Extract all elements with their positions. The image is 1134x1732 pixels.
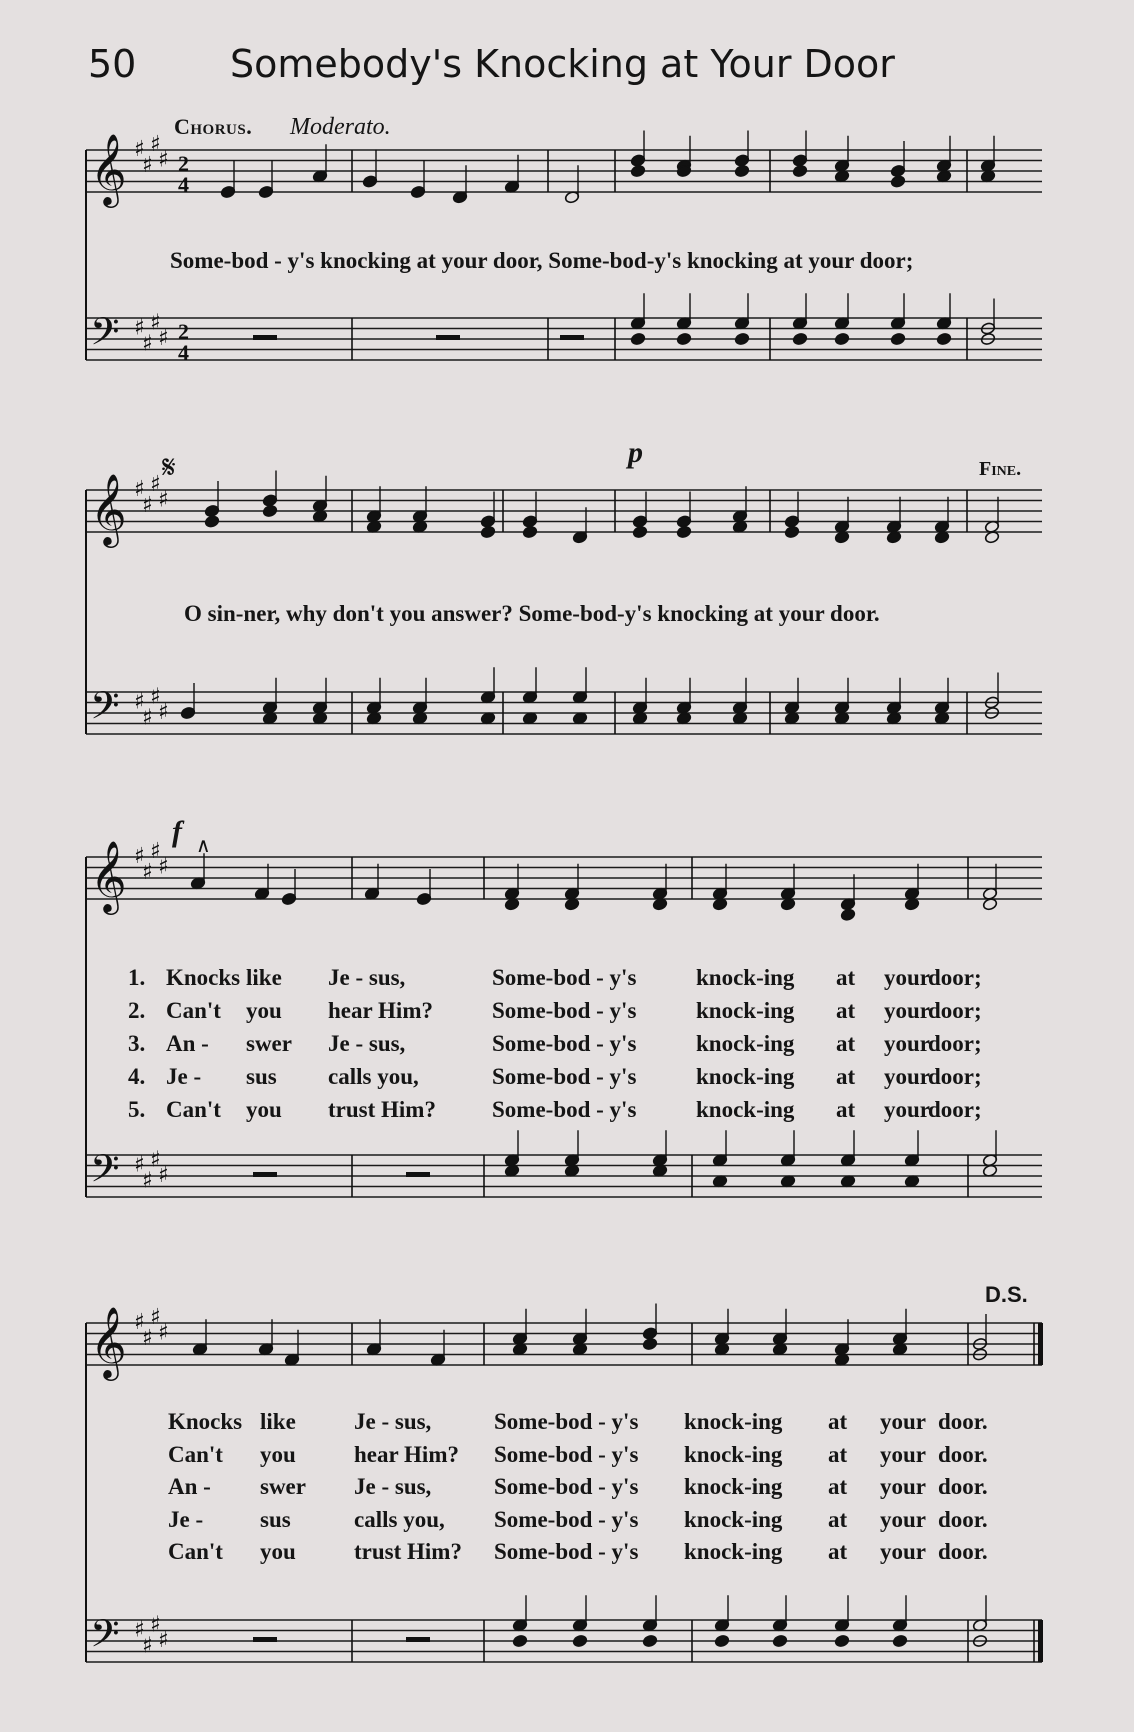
refrain-word: door. <box>938 1409 988 1434</box>
refrain-word: sus <box>260 1506 291 1532</box>
refrain-word: hear Him? <box>354 1441 459 1467</box>
sharp-icon: ♯ <box>150 1612 161 1638</box>
sharp-icon: ♯ <box>142 492 153 518</box>
rest-icon <box>253 335 277 340</box>
note-head <box>572 1634 587 1647</box>
verse-word: An - <box>166 1031 209 1056</box>
note-head <box>630 164 645 177</box>
verse-word: door; <box>928 998 982 1023</box>
refrain-word: at <box>828 1441 848 1467</box>
refrain-word: knock-ing <box>684 1409 783 1434</box>
bass-clef-icon: 𝄢 <box>90 1146 120 1200</box>
refrain-word: swer <box>260 1474 306 1499</box>
refrain-word: Some-bod - y's <box>494 1539 639 1564</box>
note-head <box>734 164 749 177</box>
refrain-word: like <box>260 1409 296 1434</box>
verse-word: at <box>836 1097 856 1122</box>
sharp-icon: ♯ <box>142 859 153 885</box>
bass-clef-icon: 𝄢 <box>90 683 120 737</box>
verse-line <box>128 1031 1018 1061</box>
bass-clef-icon: 𝄢 <box>90 1611 120 1665</box>
verse-word: your <box>884 1097 930 1122</box>
verse-word: knock-ing <box>696 965 795 990</box>
verse-word: 2. <box>128 998 146 1023</box>
verse-word: 1. <box>128 965 146 990</box>
verse-line <box>128 965 1018 995</box>
note-head <box>834 1634 849 1647</box>
refrain-word: your <box>880 1409 926 1434</box>
sharp-icon: ♯ <box>134 689 145 715</box>
refrain-word: at <box>828 1539 848 1564</box>
verse-word: sus <box>246 1064 277 1089</box>
verse-word: 5. <box>128 1097 146 1122</box>
refrain-line <box>168 1474 1018 1504</box>
treble-clef-icon: 𝄞 <box>90 839 127 912</box>
verse-word: knock-ing <box>696 1064 795 1089</box>
note-head <box>840 908 855 921</box>
sharp-icon: ♯ <box>142 331 153 357</box>
verse-word: Some-bod - y's <box>492 998 637 1023</box>
refrain-word: knock-ing <box>684 1506 783 1532</box>
rest-icon <box>253 1637 277 1642</box>
refrain-word: knock-ing <box>684 1539 783 1564</box>
sharp-icon: ♯ <box>158 147 169 173</box>
sharp-icon: ♯ <box>150 1147 161 1173</box>
verse-word: at <box>836 998 856 1023</box>
note-head <box>792 332 807 345</box>
refrain-word: trust Him? <box>354 1539 462 1564</box>
verse-word: at <box>836 1031 856 1056</box>
verse-word: hear Him? <box>328 998 433 1023</box>
rest-icon <box>406 1172 430 1177</box>
segno-icon: 𝄋 <box>162 448 176 486</box>
sharp-icon: ♯ <box>134 315 145 341</box>
refrain-word: door. <box>938 1441 988 1467</box>
verse-word: at <box>836 1064 856 1089</box>
verse-word: Je - sus, <box>328 1031 406 1056</box>
sharp-icon: ♯ <box>142 705 153 731</box>
rest-icon <box>560 335 584 340</box>
verse-word: Je - sus, <box>328 965 406 990</box>
refrain-word: Can't <box>168 1539 223 1564</box>
note-head <box>522 525 537 538</box>
verse-word: Some-bod - y's <box>492 965 637 990</box>
verse-line <box>128 1064 1018 1094</box>
refrain-word: Can't <box>168 1441 223 1467</box>
verse-word: 4. <box>128 1064 146 1089</box>
sharp-icon: ♯ <box>158 1320 169 1346</box>
ds-marking: D.S. <box>985 1282 1028 1307</box>
verse-word: you <box>246 1097 282 1122</box>
note-head <box>642 1634 657 1647</box>
refrain-word: Knocks <box>168 1409 243 1434</box>
sharp-icon: ♯ <box>142 1168 153 1194</box>
verse-line <box>128 1097 1018 1127</box>
refrain-word: door. <box>938 1506 988 1532</box>
sharp-icon: ♯ <box>150 684 161 710</box>
verse-word: door; <box>928 1031 982 1056</box>
refrain-word: knock-ing <box>684 1441 783 1467</box>
verse-word: swer <box>246 1031 292 1056</box>
chorus-lyric-line-2: O sin-ner, why don't you answer? Some-bod-y's knocking at your door. <box>184 601 880 626</box>
verse-word: knock-ing <box>696 1097 795 1122</box>
verse-word: you <box>246 998 282 1023</box>
refrain-word: Some-bod - y's <box>494 1441 639 1467</box>
refrain-word: knock-ing <box>684 1474 783 1499</box>
note-head <box>204 515 219 528</box>
verse-word: calls you, <box>328 1064 419 1089</box>
fine-marking: Fine. <box>979 458 1022 480</box>
verse-word: Je - <box>166 1064 202 1089</box>
verse-word: Some-bod - y's <box>492 1031 637 1056</box>
verse-word: door; <box>928 965 982 990</box>
sharp-icon: ♯ <box>150 310 161 336</box>
rest-icon <box>406 1637 430 1642</box>
sharp-icon: ♯ <box>134 1310 145 1335</box>
refrain-line <box>168 1409 1018 1439</box>
refrain-word: your <box>880 1441 926 1467</box>
refrain-word: Je - sus, <box>354 1474 432 1499</box>
note-head <box>792 164 807 177</box>
sharp-icon: ♯ <box>150 471 161 497</box>
sharp-icon: ♯ <box>150 1304 161 1330</box>
note-head <box>772 1634 787 1647</box>
verse-word: Some-bod - y's <box>492 1064 637 1089</box>
refrain-word: calls you, <box>354 1506 445 1532</box>
verse-word: Can't <box>166 998 221 1023</box>
treble-clef-icon: 𝄞 <box>90 472 127 545</box>
refrain-word: you <box>260 1539 296 1564</box>
note-head <box>892 1634 907 1647</box>
refrain-word: you <box>260 1441 296 1467</box>
verse-word: your <box>884 1064 930 1089</box>
note-head <box>632 525 647 538</box>
verse-word: your <box>884 965 930 990</box>
note-head <box>890 175 905 188</box>
note-head <box>642 1337 657 1350</box>
refrain-word: door. <box>938 1474 988 1499</box>
chorus-lyric-line-1: Some-bod - y's knocking at your door, Some-bod-y's knocking at your door; <box>170 248 914 273</box>
sharp-icon: ♯ <box>134 137 145 162</box>
sharp-icon: ♯ <box>158 1628 169 1653</box>
verse-word: like <box>246 965 282 990</box>
note-head <box>480 525 495 538</box>
note-head <box>834 332 849 345</box>
refrain-word: your <box>880 1539 926 1564</box>
verse-word: Some-bod - y's <box>492 1097 637 1122</box>
rest-icon <box>436 335 460 340</box>
sharp-icon: ♯ <box>134 844 145 869</box>
verse-word: door; <box>928 1097 982 1122</box>
refrain-word: at <box>828 1409 848 1434</box>
forte-dynamic: f <box>172 815 182 848</box>
verse-word: Can't <box>166 1097 221 1122</box>
piano-dynamic: p <box>628 436 643 469</box>
verse-word: door; <box>928 1064 982 1089</box>
refrain-word: Some-bod - y's <box>494 1474 639 1499</box>
verse-word: 3. <box>128 1031 146 1056</box>
sharp-icon: ♯ <box>142 1633 153 1659</box>
accent-icon: ∧ <box>196 833 211 857</box>
final-barline <box>1038 1323 1043 1365</box>
refrain-word: Some-bod - y's <box>494 1409 639 1434</box>
note-head <box>262 504 277 517</box>
time-signature-bottom: 4 <box>178 172 189 197</box>
note-head <box>784 525 799 538</box>
treble-clef-icon: 𝄞 <box>90 1305 127 1378</box>
note-head <box>630 332 645 345</box>
sharp-icon: ♯ <box>158 854 169 880</box>
refrain-word: door. <box>938 1539 988 1564</box>
sharp-icon: ♯ <box>150 838 161 864</box>
chorus-marking: Chorus. <box>174 114 253 139</box>
note-head <box>714 1634 729 1647</box>
refrain-word: at <box>828 1506 848 1532</box>
verse-word: knock-ing <box>696 1031 795 1056</box>
refrain-word: An - <box>168 1474 211 1499</box>
note-head <box>676 525 691 538</box>
sharp-icon: ♯ <box>134 1617 145 1643</box>
refrain-word: your <box>880 1474 926 1499</box>
refrain-word: your <box>880 1506 926 1532</box>
note-head <box>512 1634 527 1647</box>
sharp-icon: ♯ <box>142 152 153 178</box>
refrain-word: Je - sus, <box>354 1409 432 1434</box>
refrain-word: Je - <box>168 1506 204 1532</box>
tempo-marking: Moderato. <box>290 114 391 140</box>
refrain-word: Some-bod - y's <box>494 1506 639 1532</box>
sharp-icon: ♯ <box>134 1152 145 1178</box>
refrain-word: at <box>828 1474 848 1499</box>
rest-icon <box>253 1172 277 1177</box>
refrain-line <box>168 1539 1018 1569</box>
time-signature-bottom: 4 <box>178 340 189 365</box>
page-number: 50 <box>88 42 137 86</box>
verse-line <box>128 998 1018 1028</box>
verse-word: trust Him? <box>328 1097 436 1122</box>
verse-word: Knocks <box>166 965 241 990</box>
verse-word: knock-ing <box>696 998 795 1023</box>
verse-word: your <box>884 1031 930 1056</box>
sharp-icon: ♯ <box>158 1163 169 1188</box>
song-title: Somebody's Knocking at Your Door <box>230 42 895 86</box>
note-head <box>676 332 691 345</box>
final-barline <box>1038 1620 1043 1662</box>
sharp-icon: ♯ <box>142 1325 153 1351</box>
verse-word: your <box>884 998 930 1023</box>
sharp-icon: ♯ <box>158 326 169 351</box>
refrain-line <box>168 1507 1018 1537</box>
bass-clef-icon: 𝄢 <box>90 309 120 363</box>
sharp-icon: ♯ <box>134 477 145 502</box>
note-head <box>734 332 749 345</box>
sharp-icon: ♯ <box>150 131 161 157</box>
refrain-line <box>168 1442 1018 1472</box>
time-signature-top: 2 <box>178 319 189 344</box>
sharp-icon: ♯ <box>158 487 169 513</box>
note-head <box>936 332 951 345</box>
sharp-icon: ♯ <box>158 700 169 725</box>
time-signature-top: 2 <box>178 151 189 176</box>
verse-word: at <box>836 965 856 990</box>
treble-clef-icon: 𝄞 <box>90 132 127 205</box>
note-head <box>890 332 905 345</box>
